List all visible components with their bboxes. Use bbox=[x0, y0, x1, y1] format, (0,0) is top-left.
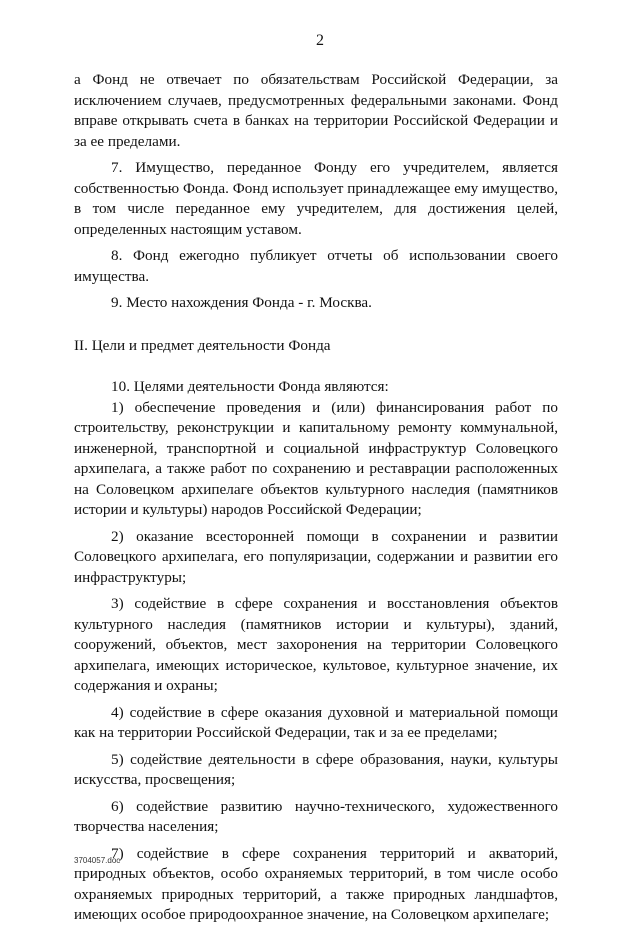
paragraph-8-reports: 8. Фонд ежегодно публикует отчеты об использовании своего имущества. bbox=[74, 247, 558, 285]
goal-item-3: 3) содействие в сфере сохранения и восстановления объектов культурного наследия (памятников истории и культуры), зданий, сооружений, объектов, мест захоронения на территории Соловецкого архипелага, имеющих историческое, культовое, культурное значение, их содержания и охраны; bbox=[74, 595, 558, 694]
footer-file-code: 3704057.doc bbox=[74, 856, 121, 865]
section-title: II. Цели и предмет деятельности Фонда bbox=[74, 336, 331, 354]
goals-intro: 10. Целями деятельности Фонда являются: bbox=[111, 378, 389, 395]
goal-item-6: 6) содействие развитию научно-технического, художественного творчества населения; bbox=[74, 797, 558, 835]
goal-item-1: 1) обеспечение проведения и (или) финансирования работ по строительству, реконструкции и капитальному ремонту коммунальной, инженерной, транспортной и социальной инфраструктур Соловецкого архипелага, а также работ по сохранению и реставрации расположенных на Соловецком архипелаге объектов культурного наследия (памятников истории и культуры) народов Российской Федерации; bbox=[74, 398, 558, 518]
paragraph-fund-obligations: а Фонд не отвечает по обязательствам Российской Федерации, за исключением случаев, предусмотренных федеральными законами. Фонд вправе открывать счета в банках на территории Российской Федерации и за ее пределами. bbox=[74, 71, 558, 150]
goal-item-5: 5) содействие деятельности в сфере образования, науки, культуры искусства, просвещения; bbox=[74, 750, 558, 788]
paragraph-9-location: 9. Место нахождения Фонда - г. Москва. bbox=[111, 294, 372, 311]
paragraph-7-property: 7. Имущество, переданное Фонду его учредителем, является собственностью Фонда. Фонд использует принадлежащее ему имущество, в том числе переданное ему учредителем, для достижения целей, определенных настоящим уставом. bbox=[74, 159, 558, 238]
page-number: 2 bbox=[316, 32, 324, 49]
goal-item-4: 4) содействие в сфере оказания духовной и материальной помощи как на территории Российской Федерации, так и за ее пределами; bbox=[74, 703, 558, 741]
goal-item-2: 2) оказание всесторонней помощи в сохранении и развитии Соловецкого архипелага, его популяризации, содержании и развитии его инфраструктуры; bbox=[74, 527, 558, 586]
document-body bbox=[74, 70, 558, 926]
goal-item-7: 7) содействие в сфере сохранения территорий и акваторий, природных объектов, особо охраняемых территорий, в том числе особо охраняемых природных территорий, а также природных ландшафтов, имеющих особое природоохранное значение, на Соловецком архипелаге; bbox=[74, 844, 558, 923]
